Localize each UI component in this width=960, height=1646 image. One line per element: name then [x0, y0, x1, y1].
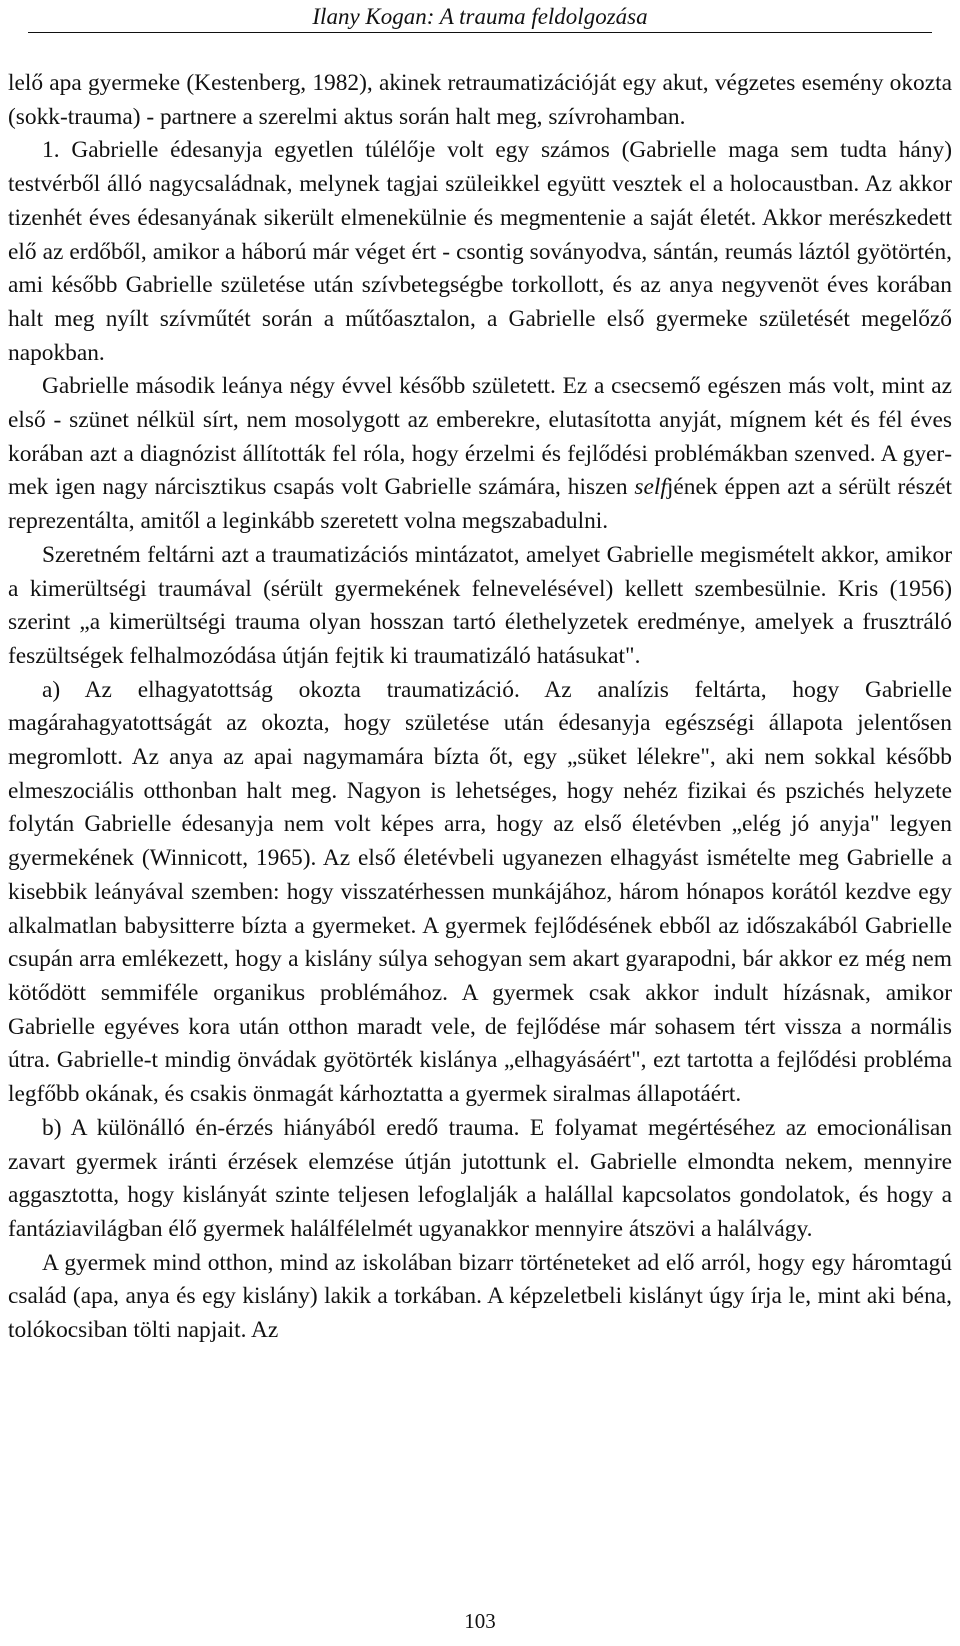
- paragraph-5: a) Az elhagyatottság okozta traumatizáció. Az analízis feltárta, hogy Gabrielle magárahagyatottságát az okozta, hogy születése után édesanyja egészségi állapota jelentősen megromlott. Az anya az apai nagymamára bízta őt, egy „süket lélekre", aki nem sokkal később elmeszociális otthonban halt meg. Nagyon is lehetséges, hogy nehéz fizikai és pszichés helyzete folytán Gabrielle édesanyja nem volt képes arra, hogy az első életévben „elég jó anyja" legyen gyermekének (Winnicott, 1965). Az első életévbeli ugyanezen elhagyást ismételte meg Gabrielle a kisebbik leányával szemben: hogy visszatérhessen munkájához, három hónapos korától kezdve egy alkalmatlan babysitterre bízta a gyermeket. A gyermek fejlődésének ebből az időszakából Gabrielle csupán arra emlékezett, hogy a kislány súlya sehogyan sem akart gyarapodni, bár akkor ez még nem kötődött semmiféle organikus problémához. A gyermek csak akkor indult hízásnak, amikor Gabrielle egyéves kora után otthon maradt vele, de fejlődése már sohasem tért vissza a normális útra. Gabrielle-t mindig önvádak gyötörték kislánya „elhagyásáért", ezt tartotta a fejlődési probléma legfőbb okának, és csakis önmagát kárhoztatta a gyermek siralmas állapotáért.: [8, 676, 952, 1108]
- paragraph-3: [8, 370, 952, 539]
- running-title: Ilany Kogan: A trauma feldolgozása: [304, 2, 655, 32]
- emphasis-self: self: [634, 474, 667, 501]
- paragraph-7: A gyermek mind otthon, mind az iskolában bizarr történeteket ad elő arról, hogy egy háromtagú család (apa, anya és egy kislány) lakik a torkában. A képzeletbeli kislányt úgy írja le, mint aki béna, tolókocsiban tölti napjait. Az: [8, 1249, 952, 1344]
- body-text: [8, 67, 952, 1348]
- paragraph-6: b) A különálló én-érzés hiányából eredő trauma. E folyamat megértéséhez az emocionálisan zavart gyermek iránti érzések elemzése útján jutottunk el. Gabrielle elmondta nekem, mennyire aggasztotta, hogy kislányát szinte teljesen lefoglalják a halállal kapcsolatos gondolatok, és hogy a fantáziavilágban élő gyermek halálfélelmét ugyanakkor mennyire átszövi a halálvágy.: [8, 1114, 952, 1242]
- header-rule: [28, 32, 932, 33]
- paragraph-1: lelő apa gyermeke (Kestenberg, 1982), akinek retraumatizációját egy akut, végzetes esemény okozta (sokk-trauma) - partnere a szerelmi aktus során halt meg, szívrohamban.: [8, 70, 952, 130]
- page-number: 103: [464, 1609, 496, 1633]
- paragraph-3-part-a: Gabrielle második leánya négy évvel később született. Ez a csecsemő egészen más volt, mint az első - szünet nélkül sírt, nem mosolygott az emberekre, elutasította anyját, mígnem két és fél éves korában azt a diagnózist állították fel róla, hogy érzelmi és fejlődési problémákban szenved. A gyermek igen nagy nárcisztikus csapás volt Gabrielle számára, hiszen: [8, 373, 952, 501]
- paragraph-4: Szeretném feltárni azt a traumatizációs mintázatot, amelyet Gabrielle megismételt akkor, amikor a kimerültségi traumával (sérült gyermekének felnevelésével) kellett szembesülnie. Kris (1956) szerint „a kimerültségi trauma olyan hosszan tartó élethelyzetek eredménye, amelyek a frusztráló feszültségek felhalmozódása útján fejtik ki traumatizáló hatásukat".: [8, 541, 952, 669]
- running-header: [28, 2, 932, 36]
- paragraph-2: 1. Gabrielle édesanyja egyetlen túlélője volt egy számos (Gabrielle maga sem tudta hány) testvérből álló nagycsaládnak, melynek tagjai szüleikkel együtt vesztek el a holocaustban. Az akkor tizenhét éves édesanyának sikerült elmenekülnie és megmentenie a saját életét. Akkor merészkedett elő az erdőből, amikor a háború már véget ért - csontig soványodva, sántán, reumás láztól gyötörtén, ami később Gabrielle születése után szívbetegségbe torkollott, és az anya negyvenöt éves korában halt meg nyílt szívműtét során a műtőasztalon, a Gabrielle első gyermeke születését megelőző napokban.: [8, 137, 952, 366]
- paragraph-3-part-b: jének éppen azt a sérült részét reprezentálta, amitől a leginkább szeretett volna megszabadulni.: [8, 474, 953, 535]
